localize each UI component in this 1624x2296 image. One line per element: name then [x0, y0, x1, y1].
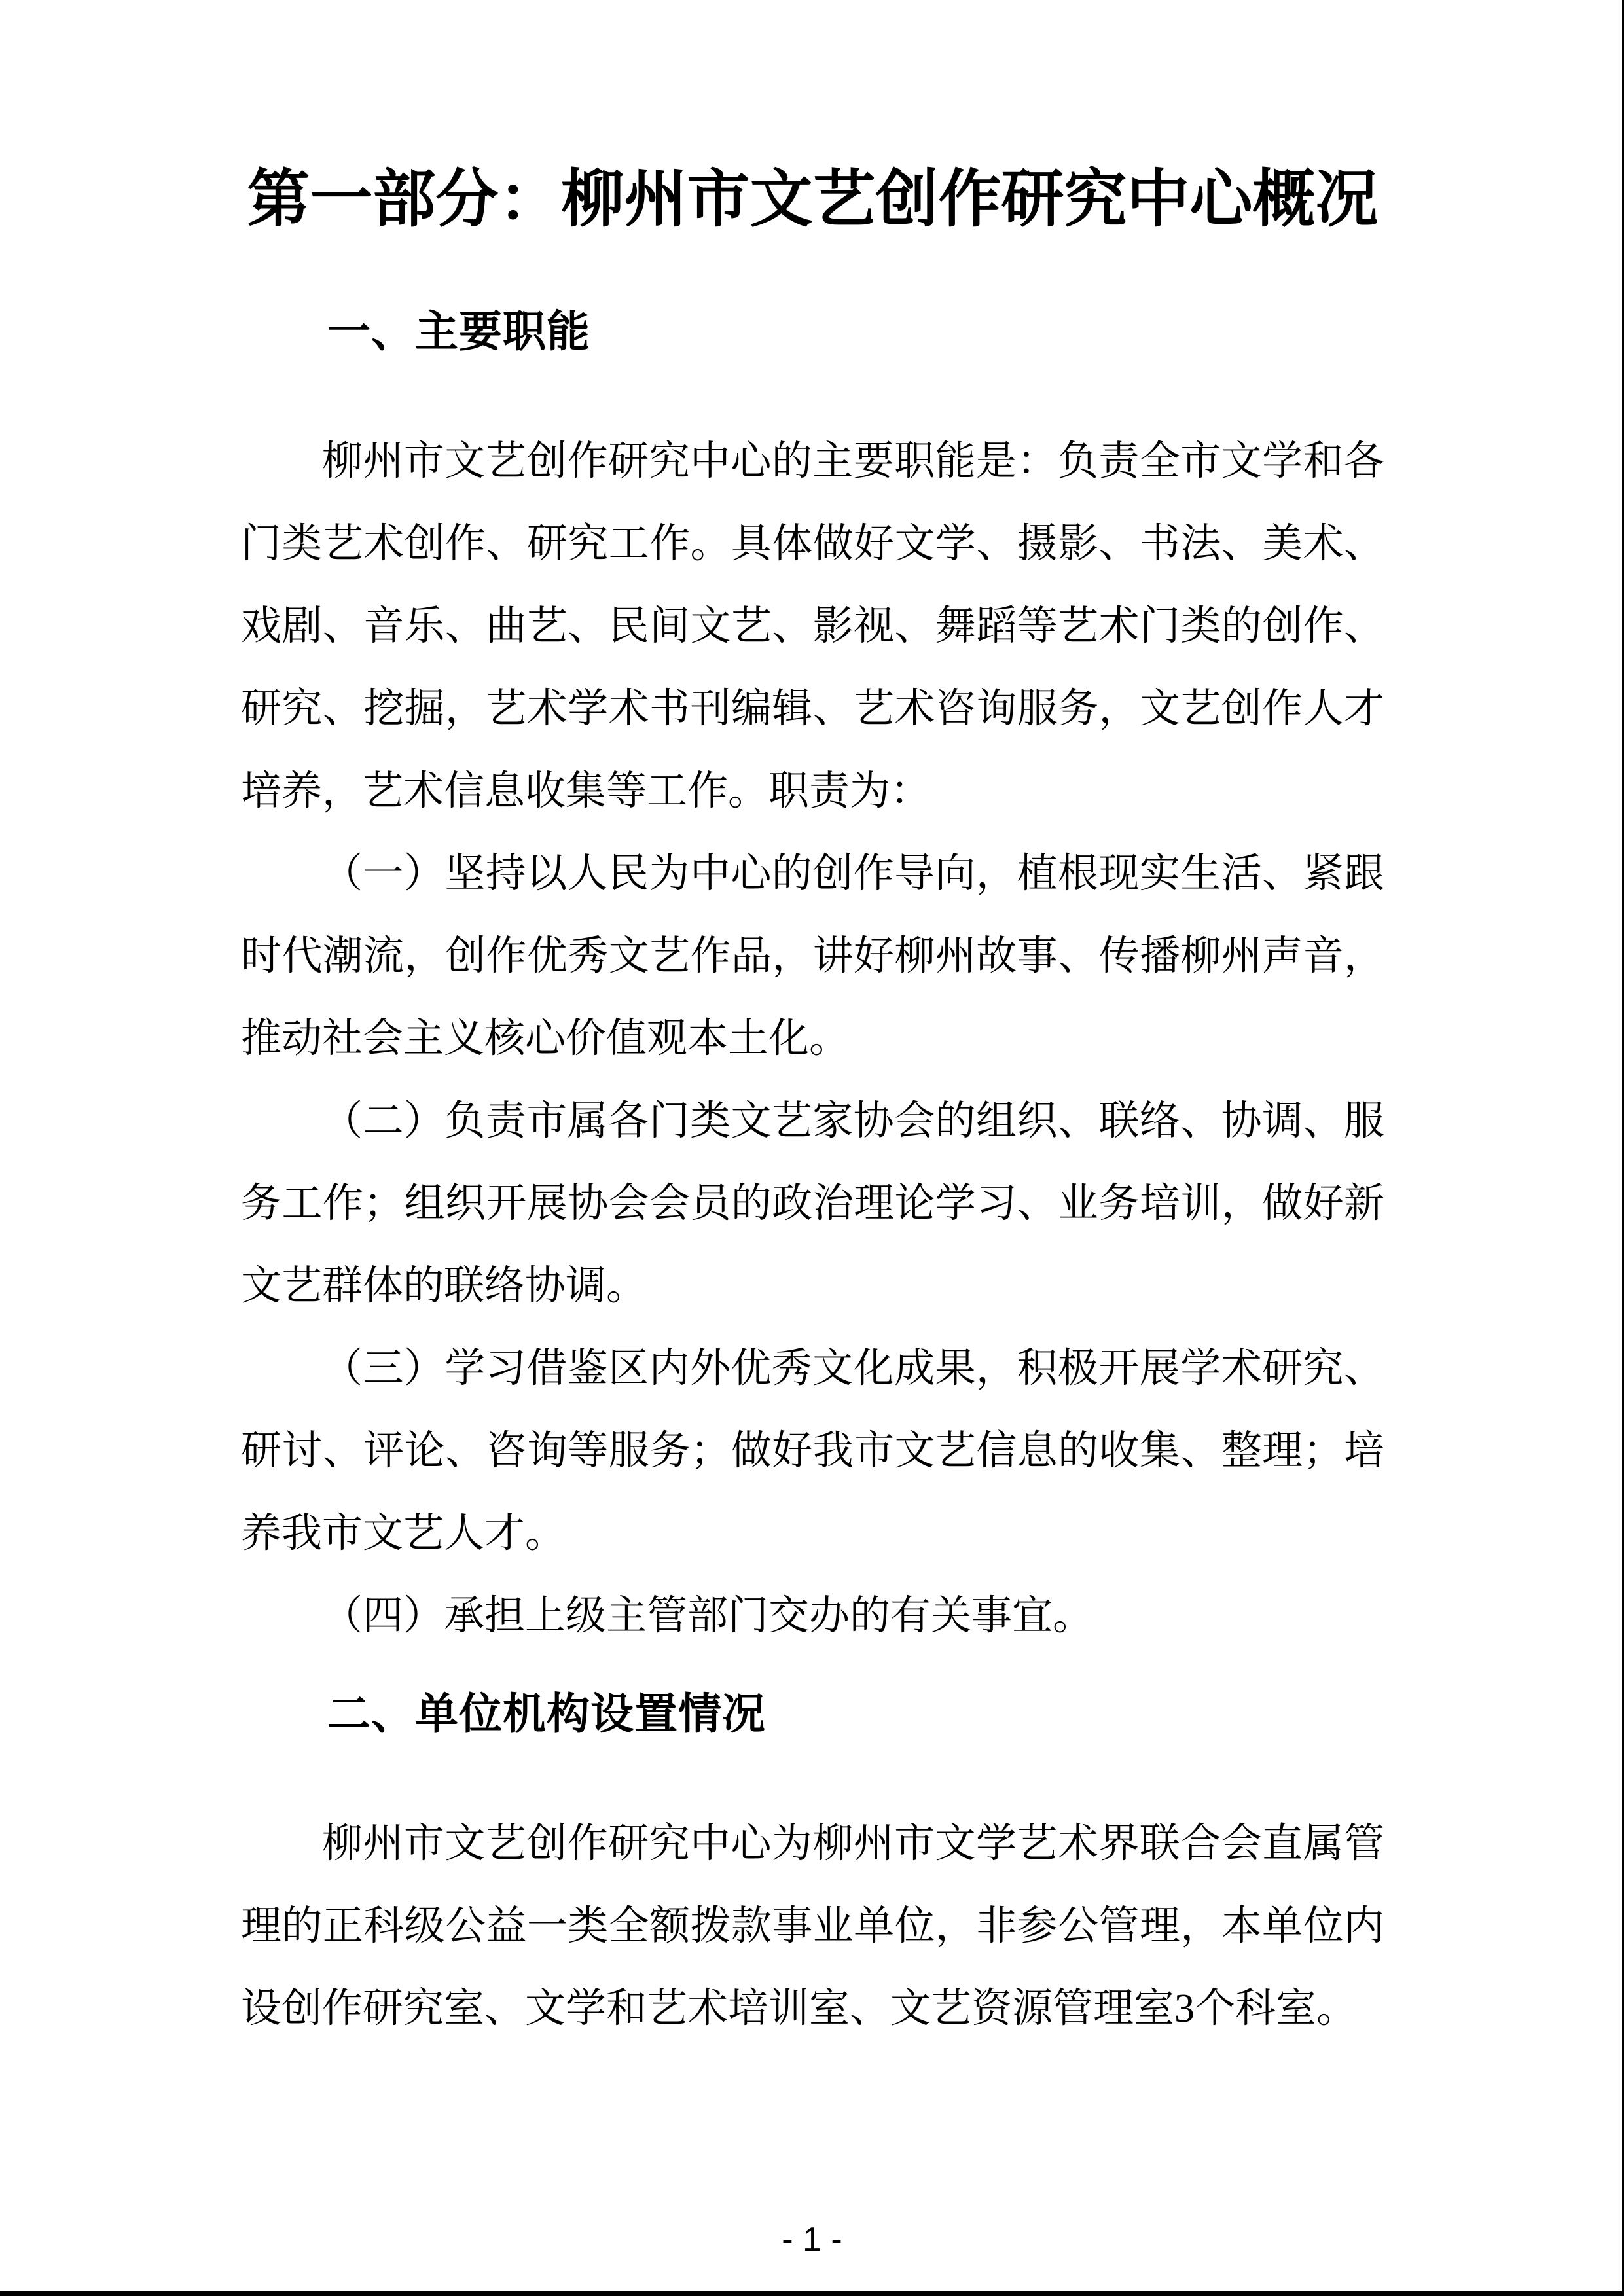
paragraph-duty-4: （四）承担上级主管部门交办的有关事宜。 — [322, 1594, 1094, 1638]
paragraph-duty-1: （一）坚持以人民为中心的创作导向，植根现实生活、紧跟时代潮流，创作优秀文艺作品，讲好柳州故事、传播柳州声音，推动社会主义核心价值观本土化。 — [241, 852, 1384, 1061]
paragraph-functions-intro: 柳州市文艺创作研究中心的主要职能是：负责全市文学和各门类艺术创作、研究工作。具体做好文学、摄影、书法、美术、戏剧、音乐、曲艺、民间文艺、影视、舞蹈等艺术门类的创作、研究、挖掘，艺术学术书刊编辑、艺术咨询服务，文艺创作人才培养，艺术信息收集等工作。职责为： — [241, 439, 1384, 814]
page-number: - 1 - — [782, 2221, 842, 2259]
scan-artifact-bottom-edge — [0, 2291, 1624, 2296]
section-organization — [241, 1687, 1384, 2050]
section-heading-organization: 二、单位机构设置情况 — [327, 1689, 766, 1738]
paragraph-duty-3: （三）学习借鉴区内外优秀文化成果，积极开展学术研究、研讨、评论、咨询等服务；做好我市文艺信息的收集、整理；培养我市文艺人才。 — [241, 1346, 1384, 1556]
section-main-functions — [241, 304, 1384, 1657]
paragraph-duty-2: （二）负责市属各门类文艺家协会的组织、联络、协调、服务工作；组织开展协会会员的政治理论学习、业务培训，做好新文艺群体的联络协调。 — [241, 1099, 1384, 1308]
paragraph-organization: 柳州市文艺创作研究中心为柳州市文学艺术界联合会直属管理的正科级公益一类全额拨款事业单位，非参公管理，本单位内设创作研究室、文学和艺术培训室、文艺资源管理室3个科室。 — [241, 1821, 1384, 2031]
document-content — [241, 0, 1384, 2050]
page-footer — [0, 2220, 1624, 2259]
section-heading-main-functions: 一、主要职能 — [327, 307, 590, 355]
page-title: 第一部分：柳州市文艺创作研究中心概况 — [247, 164, 1379, 234]
